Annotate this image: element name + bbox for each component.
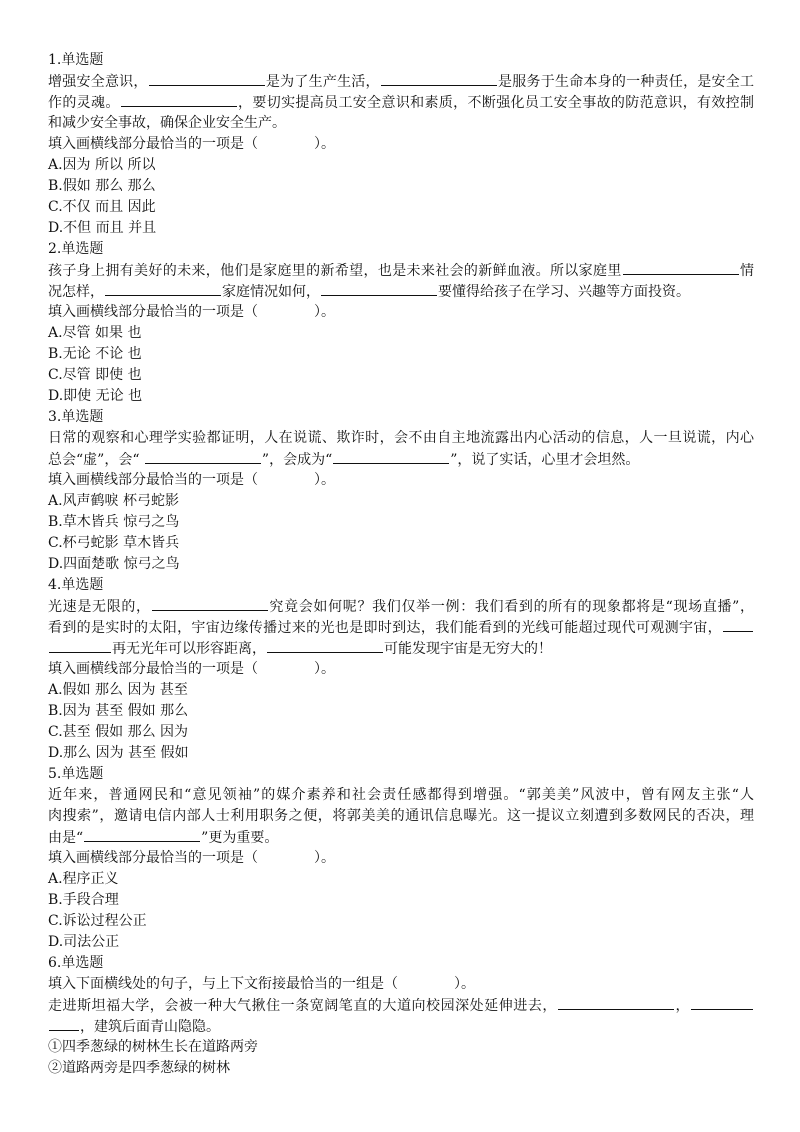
question-header: 5.单选题 [48, 766, 104, 782]
question-header: 2.单选题 [48, 241, 104, 257]
option-a[interactable]: A.因为 所以 所以 [48, 157, 156, 173]
question-stem [48, 428, 754, 469]
option-b[interactable]: B.因为 甚至 假如 那么 [48, 703, 189, 719]
option-c[interactable]: C.杯弓蛇影 草木皆兵 [48, 535, 180, 551]
stem-text: 日常的观察和心理学实验都证明，人在说谎、欺诈时，会不由自主地流露出内心活动的信息，人一旦说谎，内心 [48, 430, 754, 446]
document-page [48, 50, 754, 1079]
sentence-option-2: ②道路两旁是四季葱绿的树林 [48, 1060, 230, 1076]
option-b[interactable]: B.无论 不论 也 [48, 346, 142, 362]
stem-text: 走进斯坦福大学，会被一种大气揪住一条宽阔笔直的大道向校园深处延伸进去， [48, 998, 557, 1014]
fill-blank [152, 596, 268, 611]
question-header: 6.单选题 [48, 955, 104, 971]
fill-blank [49, 638, 111, 653]
question-prompt: 填入下面横线处的句子，与上下文衔接最恰当的一组是（ ）。 [48, 976, 475, 992]
fill-blank [381, 71, 497, 86]
stem-text: ”，说了实话，心里才会坦然。 [450, 452, 640, 468]
option-a[interactable]: A.尽管 如果 也 [48, 325, 142, 341]
stem-text: 近年来，普通网民和“意见领袖”的媒介素养和社会责任感都得到增强。“郭美美”风波中，曾有网友主张“人 [48, 787, 754, 803]
fill-blank [149, 71, 265, 86]
option-d[interactable]: D.司法公正 [48, 934, 120, 950]
stem-text: ”更为重要。 [201, 830, 279, 846]
option-a[interactable]: A.假如 那么 因为 甚至 [48, 682, 188, 698]
fill-blank [145, 449, 261, 464]
question-prompt: 填入画横线部分最恰当的一项是（ ）。 [48, 304, 335, 320]
question-4 [48, 575, 754, 763]
fill-blank [267, 638, 383, 653]
fill-blank [558, 995, 674, 1010]
stem-text: 增强安全意识， [48, 74, 148, 90]
stem-text: 是为了生产生活， [265, 74, 380, 90]
fill-blank [723, 617, 753, 632]
stem-text: 肉搜索”，邀请电信内部人士利用职务之便，将郭美美的通讯信息曝光。这一提议立刻遭到多数网民的否决，理 [48, 808, 754, 824]
question-3 [48, 407, 754, 574]
stem-text: ，要切实提高员工安全意识和素质，不断强化员工安全事故的防范意识，有效控制 [237, 95, 755, 111]
sentence-option-1: ①四季葱绿的树林生长在道路两旁 [48, 1039, 258, 1055]
stem-text: 家庭情况如何， [222, 284, 320, 300]
option-a[interactable]: A.程序正义 [48, 871, 119, 887]
option-c[interactable]: C.诉讼过程公正 [48, 913, 147, 929]
option-d[interactable]: D.不但 而且 并且 [48, 220, 157, 236]
stem-text: ”，会成为“ [261, 452, 333, 468]
option-a[interactable]: A.风声鹤唳 杯弓蛇影 [48, 493, 180, 509]
question-stem [48, 260, 754, 301]
stem-text: 再无光年可以形容距离， [112, 641, 266, 657]
option-c[interactable]: C.不仅 而且 因此 [48, 199, 156, 215]
stem-text: 究竟会如何呢？我们仅举一例：我们看到的所有的现象都将是“现场直播”， [268, 599, 755, 615]
option-d[interactable]: D.四面楚歌 惊弓之鸟 [48, 556, 180, 572]
stem-text: 要懂得给孩子在学习、兴趣等方面投资。 [438, 284, 690, 300]
option-c[interactable]: C.尽管 即使 也 [48, 367, 142, 383]
stem-text: 作的灵魂。 [48, 95, 120, 111]
fill-blank [623, 260, 739, 275]
fill-blank [84, 827, 200, 842]
stem-text: ，建筑后面青山隐隐。 [80, 1019, 220, 1035]
question-stem [48, 71, 754, 133]
stem-text: 看到的是实时的太阳，宇宙边缘传播过来的光也是即时到达，我们能看到的光线可能超过现代可观测宇宙， [48, 620, 722, 636]
question-prompt: 填入画横线部分最恰当的一项是（ ）。 [48, 136, 335, 152]
fill-blank [105, 281, 221, 296]
option-b[interactable]: B.手段合理 [48, 892, 119, 908]
stem-text: 孩子身上拥有美好的未来，他们是家庭里的新希望，也是未来社会的新鲜血液。所以家庭里 [48, 263, 622, 279]
fill-blank [333, 449, 449, 464]
question-6 [48, 953, 754, 1078]
fill-blank [121, 92, 237, 107]
question-2 [48, 239, 754, 406]
option-b[interactable]: B.假如 那么 那么 [48, 178, 156, 194]
question-stem [48, 596, 754, 658]
stem-text: 况怎样， [48, 284, 104, 300]
question-5 [48, 764, 754, 952]
stem-text: 总会“虚”，会“ [48, 452, 144, 468]
question-prompt: 填入画横线部分最恰当的一项是（ ）。 [48, 850, 335, 866]
stem-text: 光速是无限的， [48, 599, 151, 615]
fill-blank [49, 1016, 79, 1031]
question-header: 1.单选题 [48, 52, 104, 68]
stem-text: ， [674, 998, 691, 1014]
question-header: 3.单选题 [48, 409, 104, 425]
stem-text: 是服务于生命本身的一种责任，是安全工 [497, 74, 755, 90]
fill-blank [321, 281, 437, 296]
option-c[interactable]: C.甚至 假如 那么 因为 [48, 724, 189, 740]
question-header: 4.单选题 [48, 577, 104, 593]
stem-text: 情 [739, 263, 754, 279]
question-prompt: 填入画横线部分最恰当的一项是（ ）。 [48, 661, 335, 677]
fill-blank [691, 995, 753, 1010]
stem-text: 可能发现宇宙是无穷大的！ [384, 641, 552, 657]
option-b[interactable]: B.草木皆兵 惊弓之鸟 [48, 514, 180, 530]
question-1 [48, 50, 754, 238]
option-d[interactable]: D.那么 因为 甚至 假如 [48, 745, 189, 761]
stem-text: 和减少安全事故，确保企业安全生产。 [48, 115, 286, 131]
stem-text: 由是“ [48, 830, 84, 846]
question-stem [48, 785, 754, 847]
question-stem [48, 995, 754, 1036]
question-prompt: 填入画横线部分最恰当的一项是（ ）。 [48, 472, 335, 488]
option-d[interactable]: D.即使 无论 也 [48, 388, 143, 404]
